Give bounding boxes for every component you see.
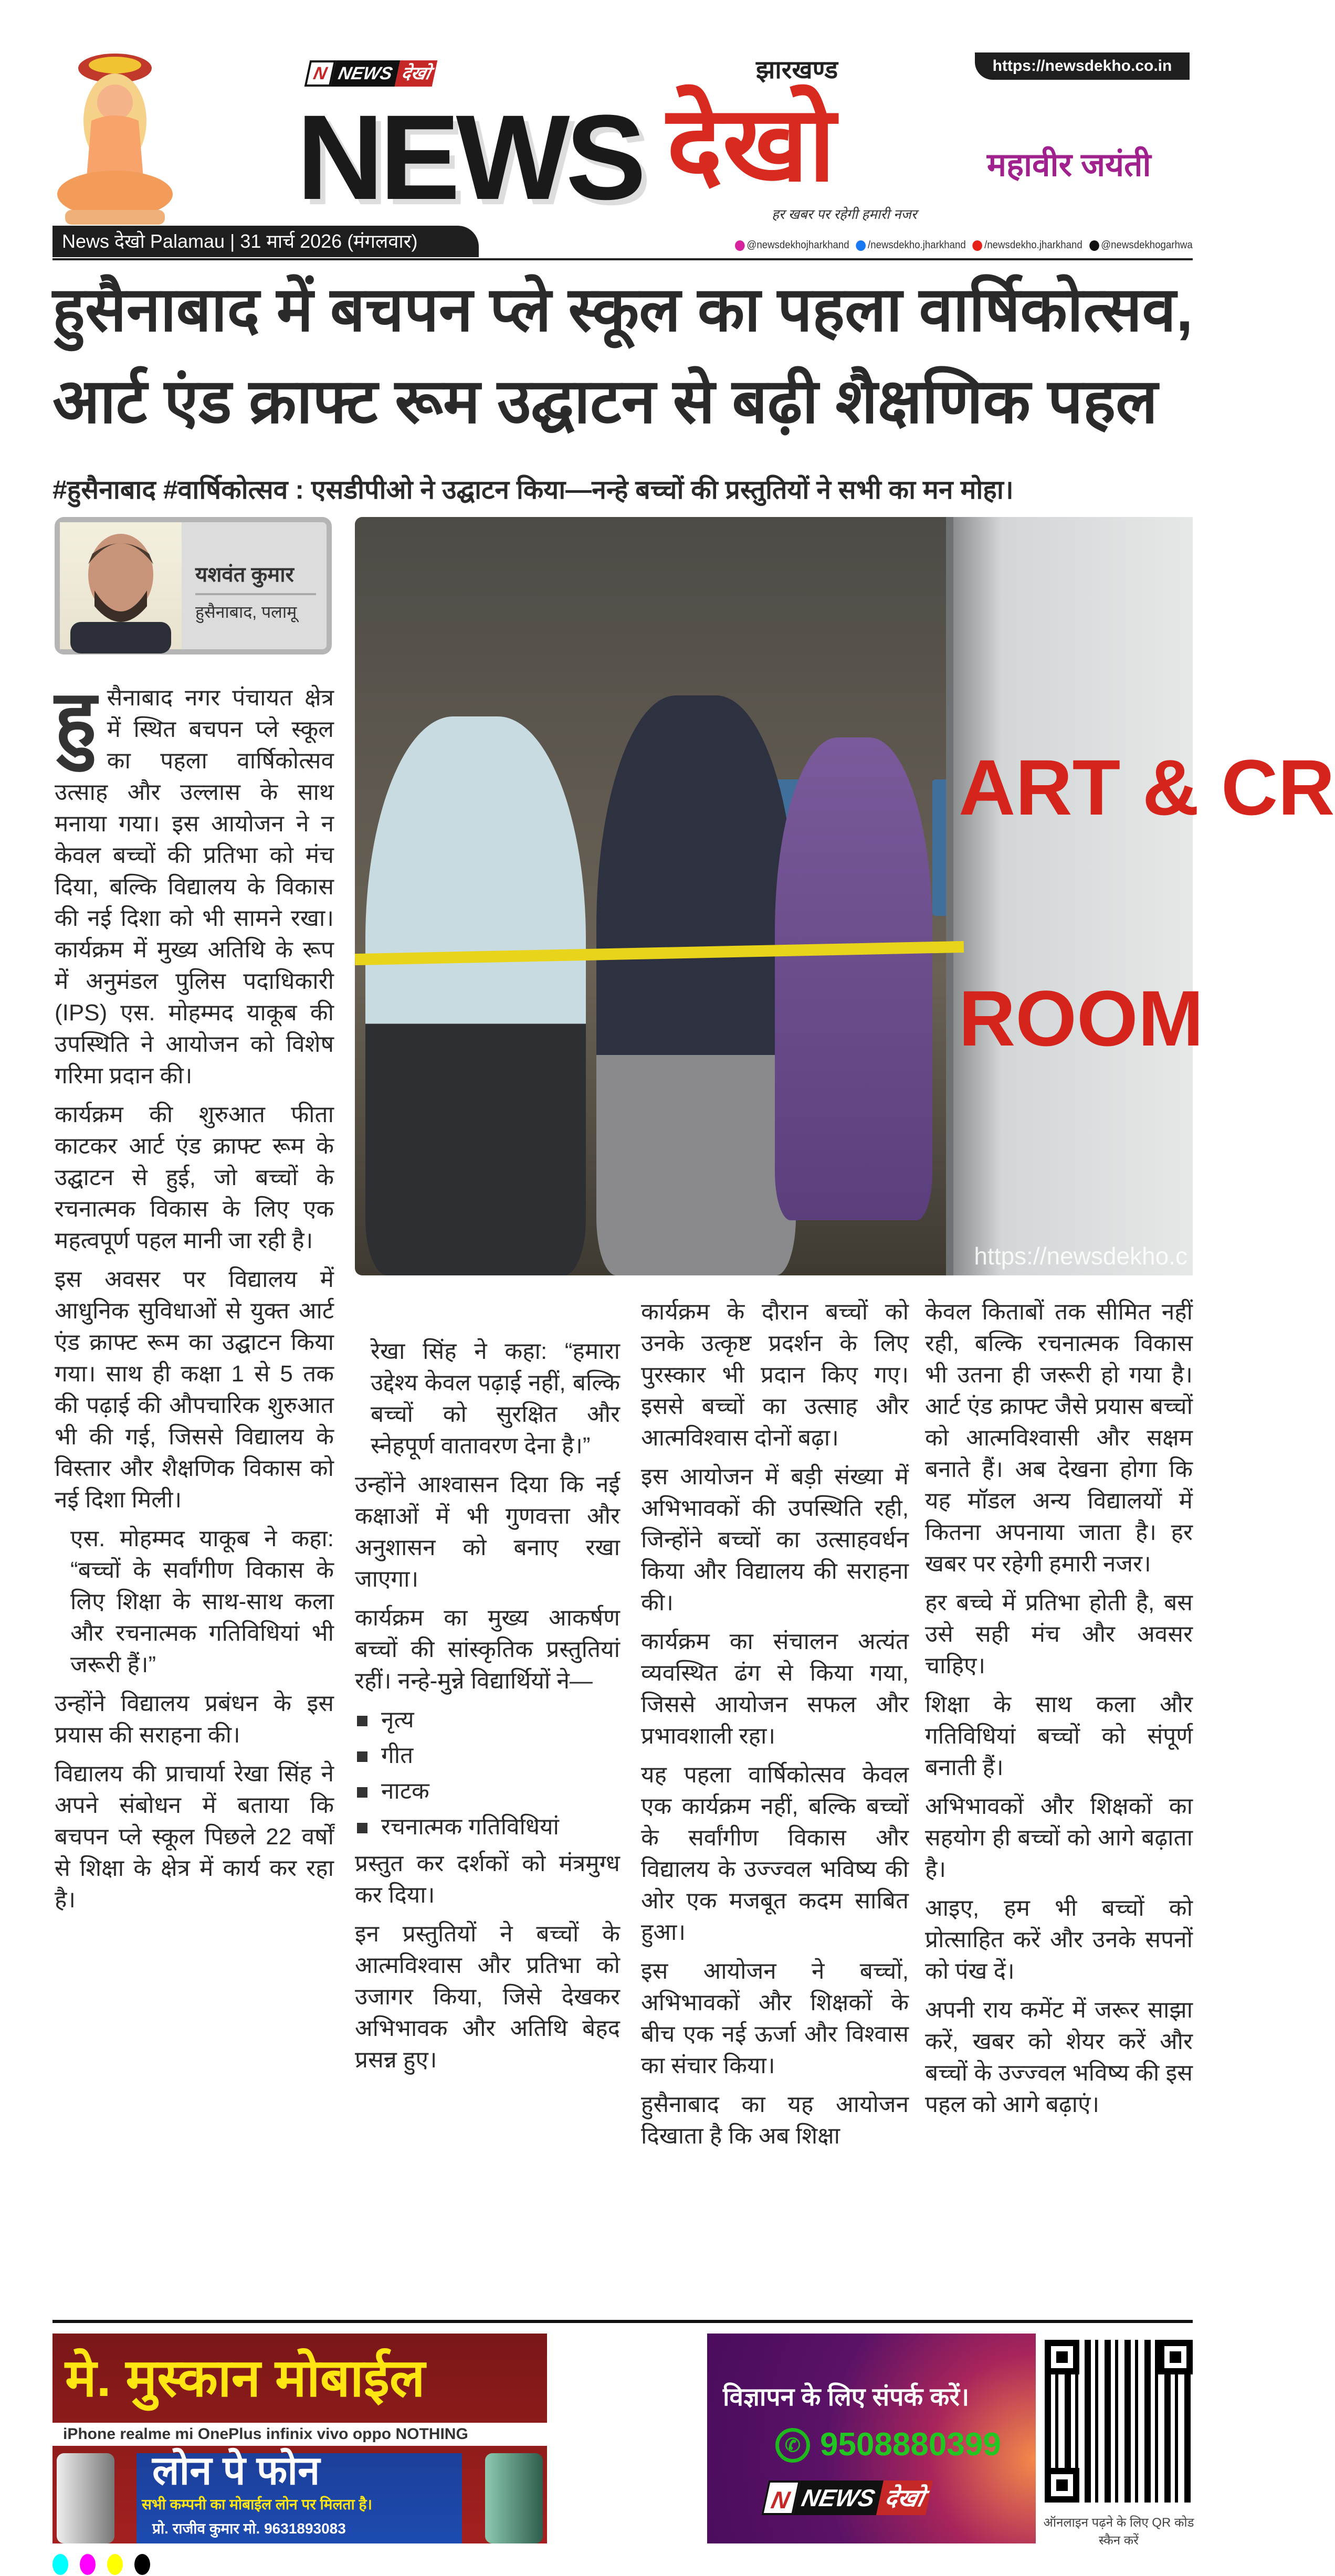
ad-contact: प्रो. राजीव कुमार मो. 9631893083 [152, 2520, 346, 2537]
paragraph: केवल किताबों तक सीमित नहीं रही, बल्कि रचनात्मक विकास भी उतना ही जरूरी हो गया है। आर्ट एंड क्राफ्ट जैसे प्रयास बच्चों को आत्मविश्वासी और सक्षम बनाते हैं। अब देखना होगा कि यह मॉडल अन्य विद्यालयों में कितना अपनाया जाता है। हर खबर पर रहेगी हमारी नजर। [925, 1299, 1193, 1577]
headline-line-1-text: हुसैनाबाद में बचपन प्ले स्कूल का पहला वार्षिकोत्सव, [52, 275, 1193, 344]
masthead-tagline: हर खबर पर रहेगी हमारी नजर [772, 206, 917, 222]
list-item: नृत्य [355, 1704, 620, 1736]
list-item: गीत [355, 1740, 620, 1771]
headline-line-2-text: आर्ट एंड क्राफ्ट रूम उद्घाटन से बढ़ी शैक्षणिक पहल [52, 367, 1158, 436]
paragraph: इस अवसर पर विद्यालय में आधुनिक सुविधाओं से युक्त आर्ट एंड क्राफ्ट रूम का उद्घाटन किया गया। साथ ही कक्षा 1 से 5 तक की पढ़ाई की औपचारिक शुरुआत भी की गई, जिससे विद्यालय के विस्तार और शैक्षणिक विकास को नई दिशा मिली। [55, 1266, 334, 1513]
header-divider [52, 258, 1193, 260]
masthead-news: NEWS [297, 90, 642, 225]
instagram-icon [735, 240, 745, 251]
author-photo [60, 522, 182, 649]
paragraph: उन्होंने विद्यालय प्रबंधन के इस प्रयास की सराहना की। [55, 1691, 334, 1748]
ad-title: विज्ञापन के लिए संपर्क करें। [723, 2383, 970, 2411]
mahavir-illustration [55, 52, 175, 226]
author-location: हुसैनाबाद, पलामू [195, 603, 297, 621]
ad-phone-number: 9508880399 [820, 2426, 1001, 2463]
author-box [55, 517, 332, 654]
festival-label: महावीर जयंती [987, 147, 1151, 183]
ad-main-offer: लोन पे फोन [152, 2448, 320, 2493]
article-column-2 [355, 1336, 620, 2083]
photo-watermark: https://newsdekho.c [974, 1242, 1187, 1270]
mobile-shop-ad[interactable] [52, 2334, 547, 2543]
paragraph: विद्यालय की प्राचार्या रेखा सिंह ने अपने संबोधन में बताया कि बचपन प्ले स्कूल पिछले 22 वर्षों से शिक्षा के क्षेत्र में कार्य कर रहा है। [55, 1761, 334, 1913]
social-links [735, 237, 1193, 253]
list-item: रचनात्मक गतिविधियां [355, 1811, 620, 1843]
registration-mark-cyan [52, 2554, 68, 2575]
drop-cap: हु [55, 674, 97, 763]
subheadline-text: #हुसैनाबाद #वार्षिकोत्सव : एसडीपीओ ने उद्घाटन किया—नन्हे बच्चों की प्रस्तुतियों ने सभी का मन मोहा। [52, 475, 1014, 504]
website-url-badge[interactable]: https://newsdekho.co.in [975, 52, 1190, 80]
logo-news: NEWS [793, 2480, 884, 2515]
logo-n-mark: N [761, 2480, 801, 2515]
author-name: यशवंत कुमार [195, 559, 316, 595]
ad-shop-name: मे. मुस्कान मोबाईल [65, 2349, 425, 2408]
facebook-icon [856, 240, 866, 251]
phone-image [57, 2453, 114, 2543]
pull-quote: एस. मोहम्मद याकूब ने कहा: “बच्चों के सर्वांगीण विकास के लिए शिक्षा के साथ-साथ कला और रचनात्मक गतिविधियां भी जरूरी हैं।” [70, 1526, 334, 1677]
paragraph: शिक्षा के साथ कला और गतिविधियां बच्चों को संपूर्ण बनाती हैं। [925, 1692, 1193, 1780]
logo-small-news: NEWS [331, 60, 401, 87]
headline-line-2 [52, 362, 1197, 441]
subheadline [52, 472, 1193, 507]
social-x[interactable] [1089, 237, 1193, 253]
paragraph: कार्यक्रम का मुख्य आकर्षण बच्चों की सांस्कृतिक प्रस्तुतियां रहीं। नन्हे-मुन्ने विद्यार्थियों ने— [355, 1605, 620, 1694]
paragraph-text: सैनाबाद नगर पंचायत क्षेत्र में स्थित बचपन प्ले स्कूल का पहला वार्षिकोत्सव उत्साह और उल्लास के साथ मनाया गया। इस आयोजन ने न केवल बच्चों की प्रतिभा को मंच दिया, बल्कि विद्यालय के विकास की नई दिशा को भी सामने रखा। कार्यक्रम में मुख्य अतिथि के रूप में अनुमंडल पुलिस पदाधिकारी (IPS) एस. मोहम्मद याकूब की उपस्थिति ने आयोजन को विशेष गरिमा प्रदान की। [55, 685, 334, 1089]
masthead-dekho: देखो [667, 86, 836, 203]
edition-date-text: News देखो Palamau | 31 मार्च 2026 (मंगलवार) [62, 230, 418, 252]
paragraph: इस आयोजन ने बच्चों, अभिभावकों और शिक्षकों के बीच एक नई ऊर्जा और विश्वास का संचार किया। [641, 1958, 909, 2078]
social-instagram[interactable] [735, 237, 849, 253]
x-icon [1089, 240, 1099, 251]
article-column-1 [55, 674, 334, 1923]
registration-mark-magenta [80, 2554, 96, 2575]
paragraph: यह पहला वार्षिकोत्सव केवल एक कार्यक्रम नहीं, बल्कि बच्चों के सर्वांगीण विकास और विद्यालय के उज्ज्वल भविष्य की ओर एक मजबूत कदम साबित हुआ। [641, 1762, 909, 1945]
phone-image [485, 2453, 543, 2543]
qr-code[interactable] [1045, 2340, 1193, 2503]
ad-subtext: सभी कम्पनी का मोबाईल लोन पर मिलता है। [142, 2496, 372, 2512]
social-handle: /newsdekho.jharkhand [984, 239, 1082, 251]
social-handle: /newsdekho.jharkhand [868, 239, 966, 251]
paragraph: अपनी राय कमेंट में जरूर साझा करें, खबर को शेयर करें और बच्चों के उज्ज्वल भविष्य की इस पहल को आगे बढ़ाएं। [925, 1997, 1193, 2117]
small-news-dekho-logo [307, 60, 435, 87]
paragraph: हुसैनाबाद का यह आयोजन दिखाता है कि अब शिक्षा [641, 2092, 909, 2149]
social-handle: @newsdekhogarhwa [1101, 239, 1193, 251]
whatsapp-icon: ✆ [775, 2428, 810, 2463]
photo-sign-text-2: ROOM [959, 974, 1204, 1062]
edition-date-bar [52, 226, 479, 257]
ad-title-box [723, 2381, 1020, 2414]
paragraph: प्रस्तुत कर दर्शकों को मंत्रमुग्ध कर दिया। [355, 1851, 620, 1908]
paragraph: हर बच्चे में प्रतिभा होती है, बस उसे सही मंच और अवसर चाहिए। [925, 1590, 1193, 1678]
social-facebook[interactable] [856, 237, 966, 253]
registration-mark-yellow [107, 2554, 123, 2575]
article-column-3 [641, 1296, 909, 2159]
pull-quote: रेखा सिंह ने कहा: “हमारा उद्देश्य केवल पढ़ाई नहीं, बल्कि बच्चों को सुरक्षित और स्नेहपूर्ण वातावरण देना है।” [371, 1338, 620, 1459]
ad-news-dekho-logo [765, 2480, 929, 2515]
advertise-contact-ad[interactable] [707, 2334, 1036, 2543]
logo-dekho: देखो [876, 2480, 933, 2515]
paragraph [55, 674, 334, 1092]
paragraph: अभिभावकों और शिक्षकों का सहयोग ही बच्चों को आगे बढ़ाता है। [925, 1793, 1193, 1882]
logo-n-mark: N [304, 60, 337, 87]
qr-caption: ऑनलाइन पढ़ने के लिए QR कोड स्कैन करें [1043, 2516, 1194, 2548]
photo-sign-text-1: ART & CR [959, 743, 1335, 831]
article-column-4 [925, 1296, 1193, 2128]
paragraph: कार्यक्रम के दौरान बच्चों को उनके उत्कृष्ट प्रदर्शन के लिए पुरस्कार भी प्रदान किए गए। इससे बच्चों का उत्साह और आत्मविश्वास दोनों बढ़ा। [641, 1299, 909, 1451]
social-links-row [735, 237, 1193, 253]
paragraph: इस आयोजन में बड़ी संख्या में अभिभावकों की उपस्थिति रही, जिन्होंने बच्चों का उत्साहवर्धन किया और विद्यालय की सराहना की। [641, 1464, 909, 1616]
paragraph: इन प्रस्तुतियों ने बच्चों के आत्मविश्वास और प्रतिभा को उजागर किया, जिसे देखकर अभिभावक और अतिथि बेहद प्रसन्न हुए। [355, 1921, 620, 2073]
article-photo [355, 517, 1335, 1275]
list-item: नाटक [355, 1776, 620, 1807]
performance-list [355, 1704, 620, 1843]
paragraph: कार्यक्रम की शुरुआत फीता काटकर आर्ट एंड क्राफ्ट रूम के उद्घाटन से हुई, जो बच्चों के रचनात्मक विकास के लिए एक महत्वपूर्ण पहल मानी जा रही है। [55, 1102, 334, 1253]
paragraph: उन्होंने आश्वासन दिया कि नई कक्षाओं में भी गुणवत्ता और अनुशासन को बनाए रखा जाएगा। [355, 1472, 620, 1592]
ad-brand-strip: iPhone realme mi OnePlus infinix vivo oppo NOTHING [52, 2423, 547, 2446]
footer-divider [52, 2320, 1193, 2323]
headline-line-1 [52, 270, 1197, 349]
social-handle: @newsdekhojharkhand [747, 239, 849, 251]
paragraph: कार्यक्रम का संचालन अत्यंत व्यवस्थित ढंग से किया गया, जिससे आयोजन सफल और प्रभावशाली रहा। [641, 1629, 909, 1749]
registration-mark-black [134, 2554, 150, 2575]
youtube-icon [973, 240, 983, 251]
masthead-state: झारखण्ड [756, 56, 838, 84]
social-youtube[interactable] [973, 237, 1082, 253]
logo-small-dekho: देखो [395, 60, 437, 87]
paragraph: आइए, हम भी बच्चों को प्रोत्साहित करें और उनके सपनों को पंख दें। [925, 1895, 1193, 1984]
